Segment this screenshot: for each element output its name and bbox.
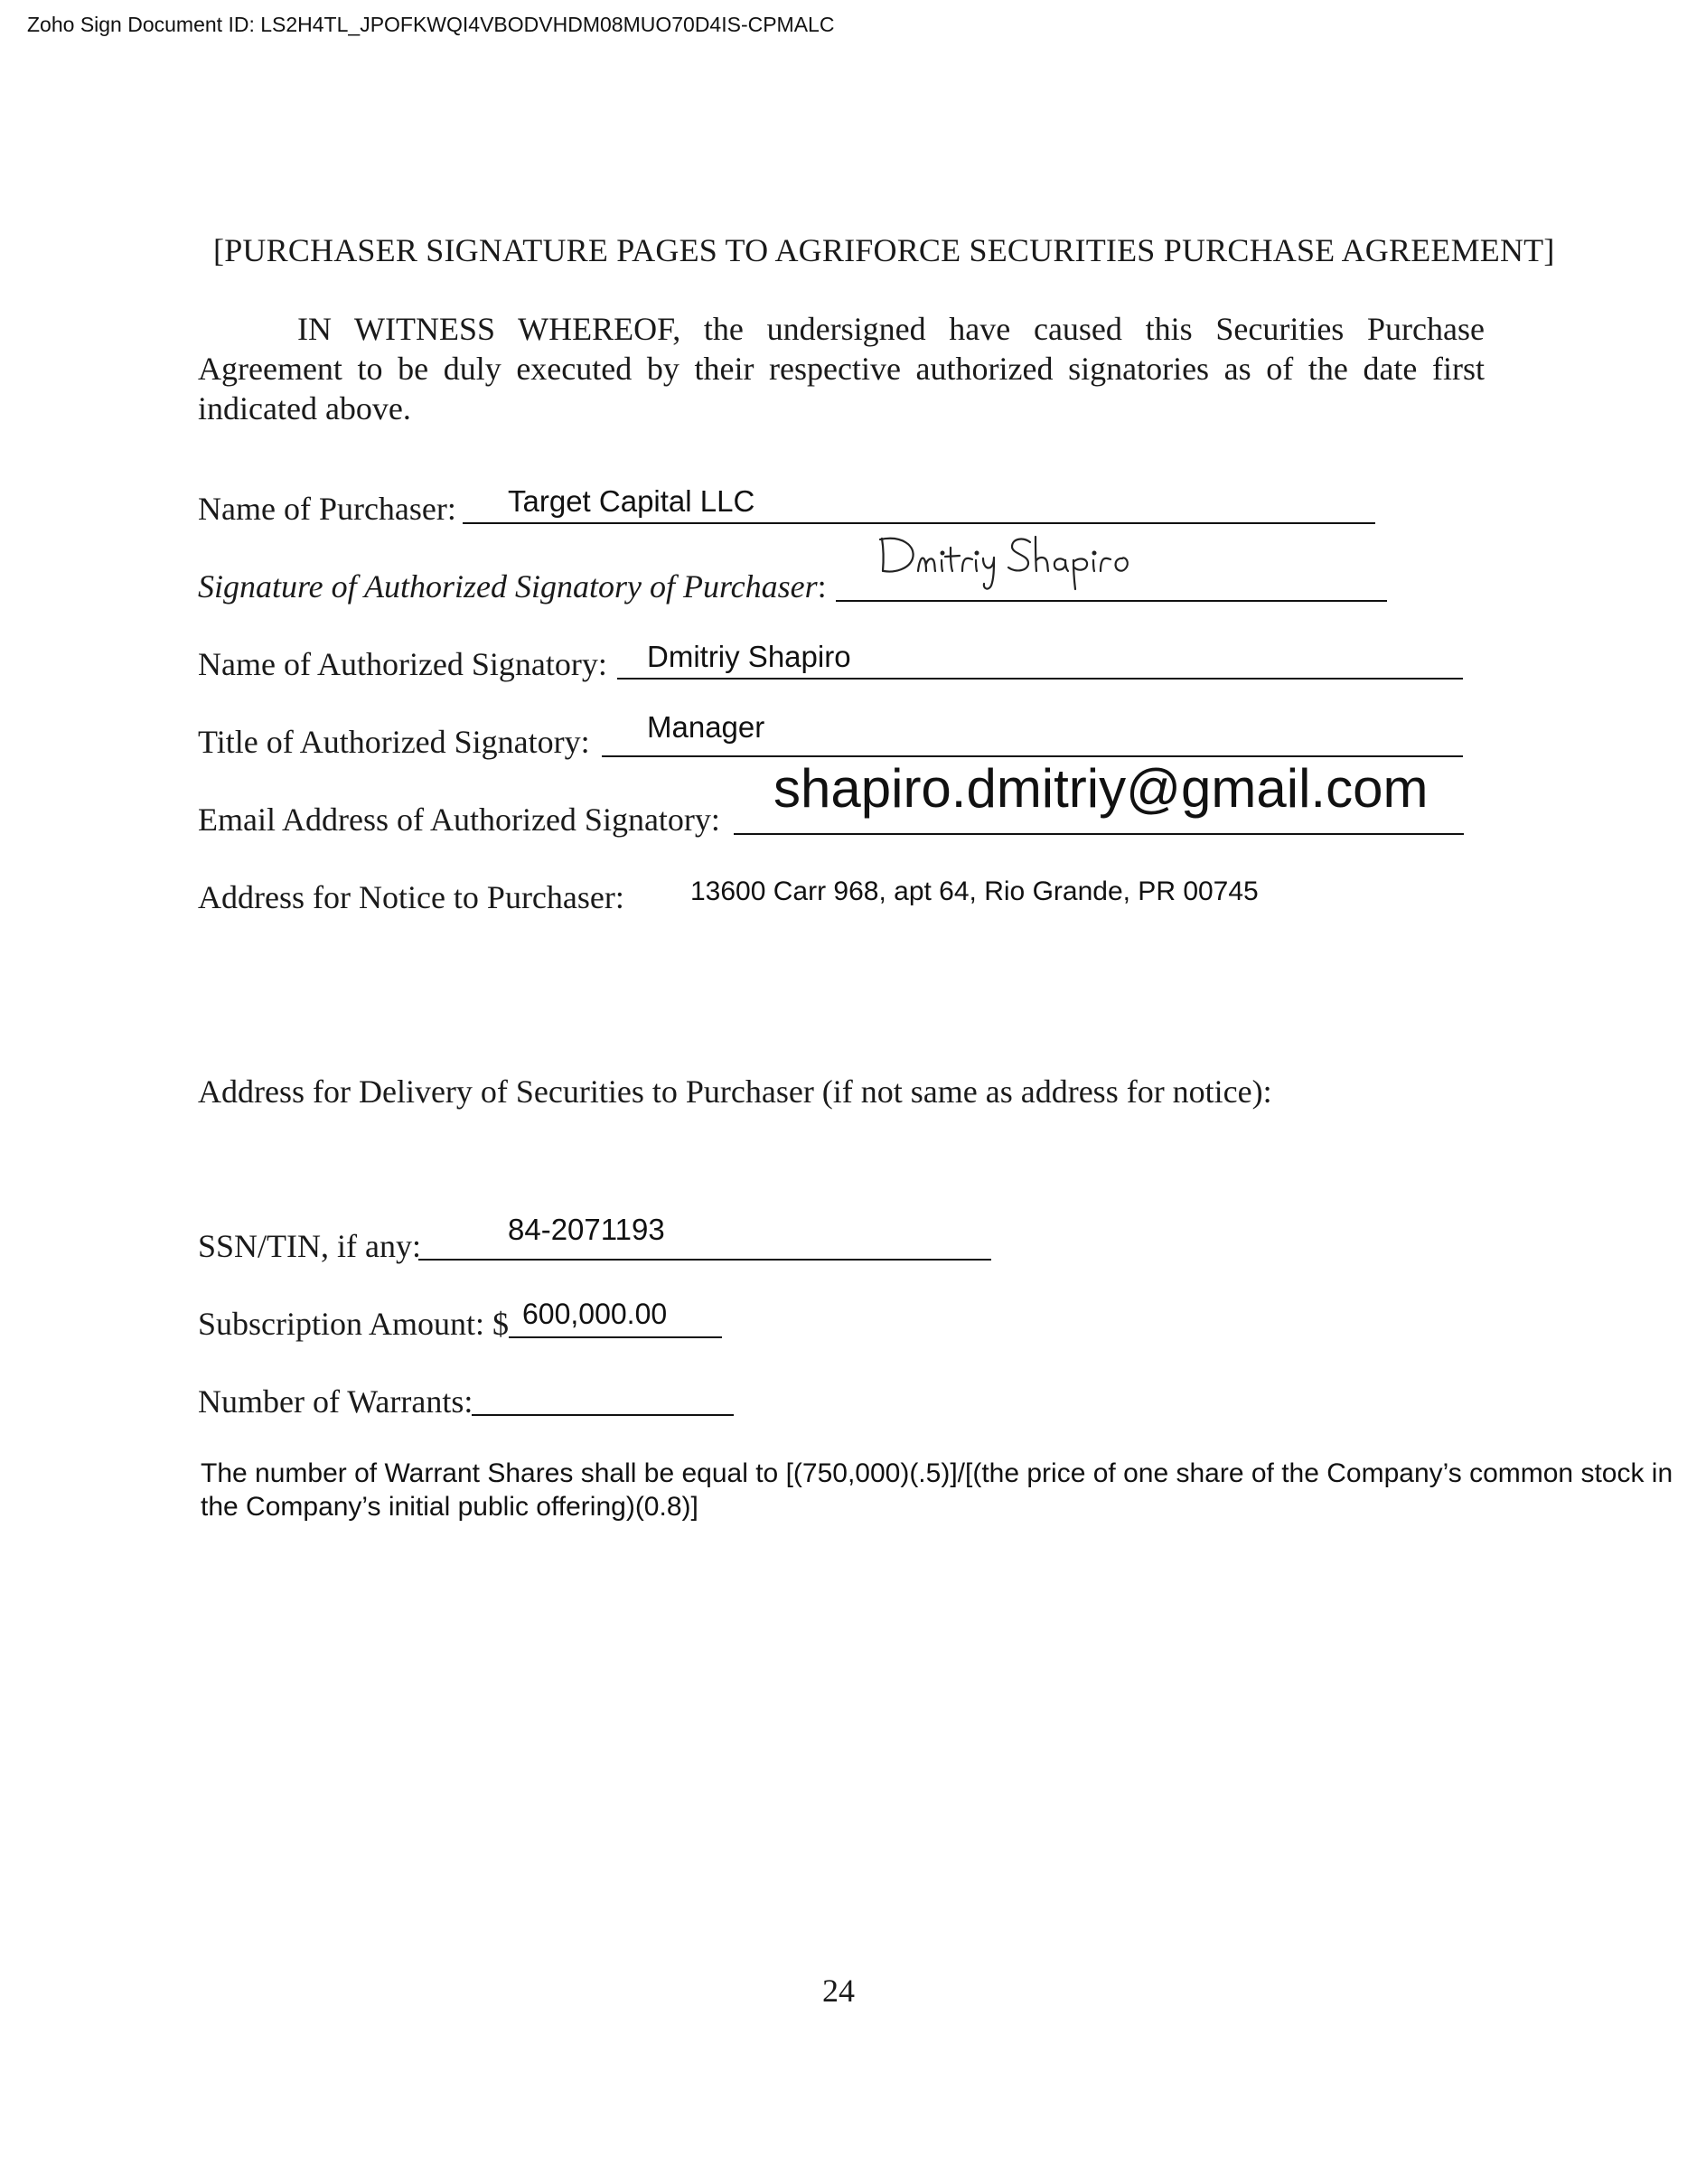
document-id: Zoho Sign Document ID: LS2H4TL_JPOFKWQI4VBODVHDM08MUO70D4IS-CPMALC <box>27 13 835 36</box>
signatory-title-value[interactable]: Manager <box>647 710 765 744</box>
delivery-address-label: Address for Delivery of Securities to Purchaser (if not same as address for notice): <box>198 1073 1272 1110</box>
signature-line <box>836 600 1387 602</box>
number-of-warrants-label: Number of Warrants: <box>198 1383 473 1420</box>
signature-label-text: Signature of Authorized Signatory of Purchaser <box>198 568 818 605</box>
subscription-amount-label: Subscription Amount: $ <box>198 1306 510 1342</box>
page-title: [PURCHASER SIGNATURE PAGES TO AGRIFORCE SECURITIES PURCHASE AGREEMENT] <box>213 232 1555 268</box>
page-number: 24 <box>822 1973 855 2009</box>
warrant-shares-note: The number of Warrant Shares shall be equal to [(750,000)(.5)]/[(the price of one share of the Company’s common stock in the Company’s initial public offering)(0.8)] <box>201 1458 1673 1522</box>
notice-address-value[interactable]: 13600 Carr 968, apt 64, Rio Grande, PR 00745 <box>690 876 1259 906</box>
notice-address-label: Address for Notice to Purchaser: <box>198 879 624 915</box>
signatory-name-line <box>617 678 1463 680</box>
ssn-tin-value[interactable]: 84-2071193 <box>508 1213 665 1246</box>
signatory-name-value[interactable]: Dmitriy Shapiro <box>647 640 851 673</box>
signatory-title-label: Title of Authorized Signatory: <box>198 724 590 760</box>
handwritten-signature[interactable] <box>876 531 1166 595</box>
signatory-name-label: Name of Authorized Signatory: <box>198 646 607 682</box>
purchaser-name-label: Name of Purchaser: <box>198 491 456 527</box>
ssn-tin-label: SSN/TIN, if any: <box>198 1228 421 1264</box>
witness-paragraph: IN WITNESS WHEREOF, the undersigned have caused this Securities Purchase Agreement to be duly executed by their respective authorized signatories as of the date first indicated above. <box>198 311 1485 426</box>
signatory-email-line <box>734 833 1464 835</box>
signatory-email-label: Email Address of Authorized Signatory: <box>198 801 720 838</box>
subscription-amount-value[interactable]: 600,000.00 <box>522 1298 668 1330</box>
purchaser-name-value[interactable]: Target Capital LLC <box>508 484 755 518</box>
signature-label-colon: : <box>817 568 827 605</box>
signature-label <box>198 567 827 605</box>
ssn-tin-line <box>418 1259 991 1261</box>
subscription-amount-line <box>509 1336 722 1338</box>
signatory-email-value[interactable]: shapiro.dmitriy@gmail.com <box>773 758 1429 819</box>
purchaser-name-line <box>463 522 1375 524</box>
number-of-warrants-line <box>472 1414 734 1416</box>
